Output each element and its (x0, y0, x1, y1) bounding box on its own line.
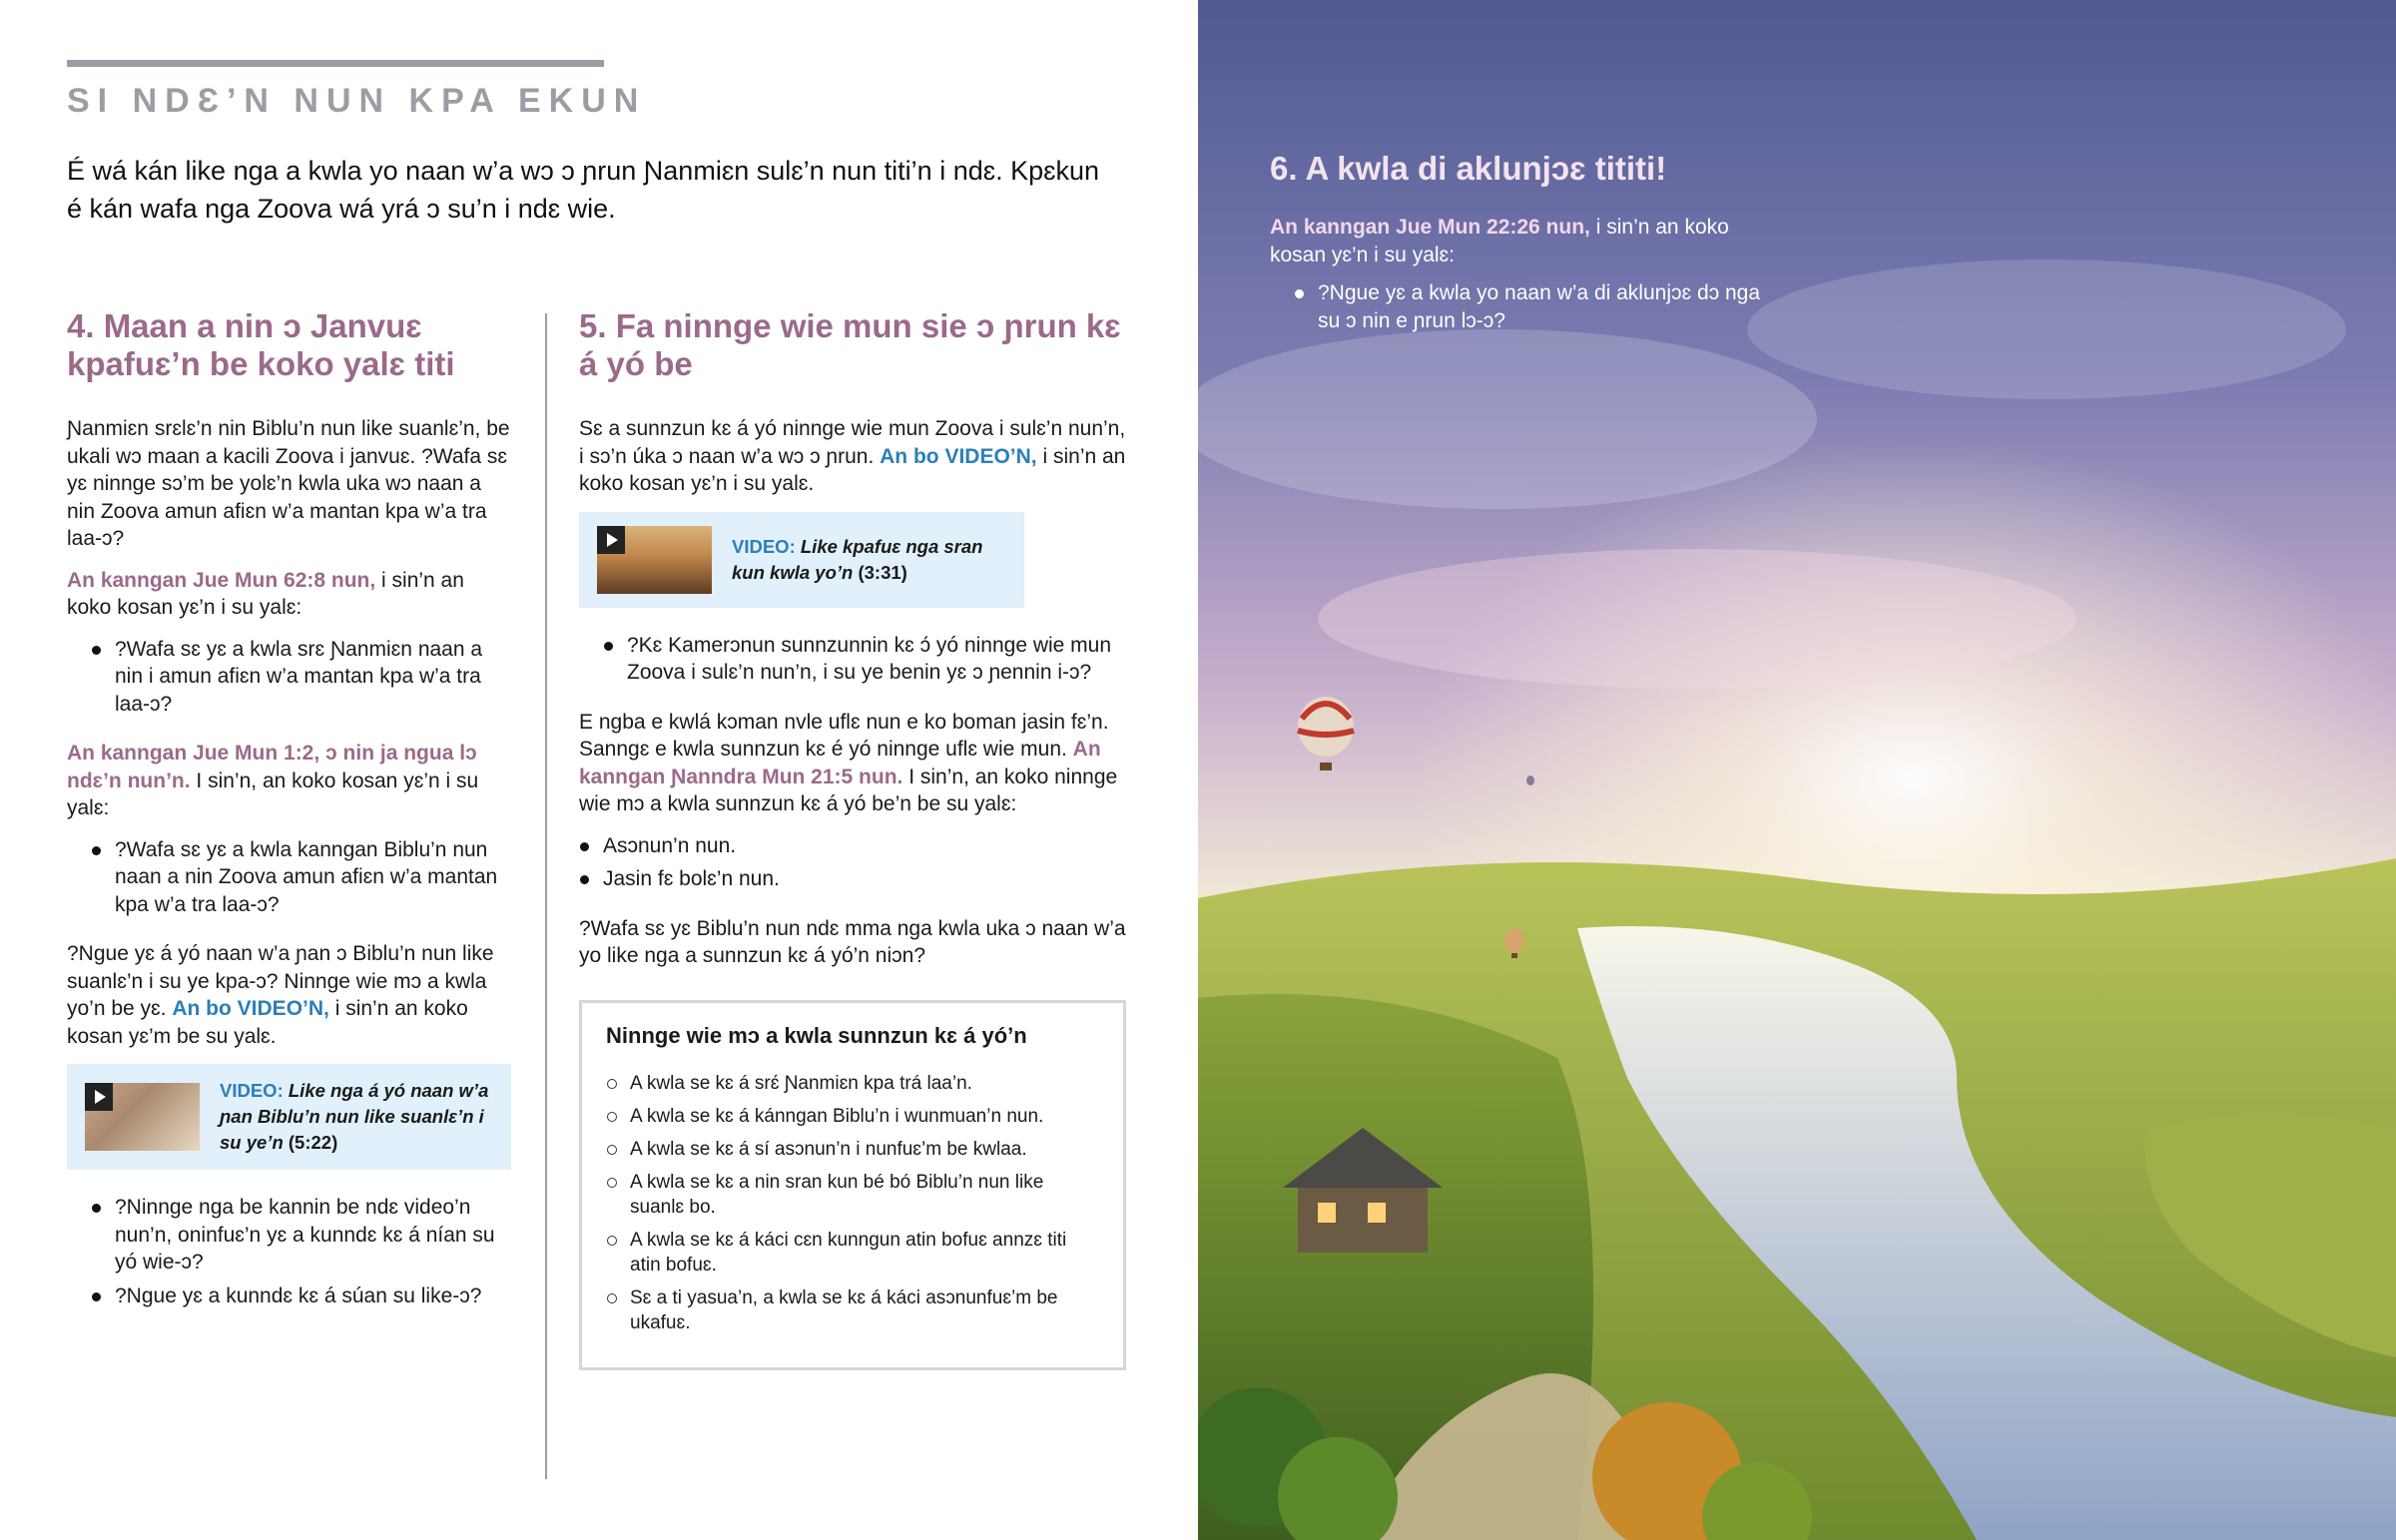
paragraph-text: I sin’n, an koko ninnge wie mɔ a kwla sunnzun kɛ á yó be’n be su yalɛ: (579, 765, 1118, 815)
play-icon[interactable] (597, 526, 625, 554)
video-caption (220, 1078, 493, 1156)
goals-title: Ninnge wie mɔ a kwla sunnzun kɛ á yó’n (606, 1022, 1027, 1048)
question-item: ?Ninnge nga be kannin be ndɛ video’n nun’n, oninfuɛ’n yɛ a kunndɛ kɛ á nían su yó wie-ɔ? (115, 1194, 511, 1277)
play-icon[interactable] (85, 1083, 113, 1111)
paragraph-text: i sin’n an koko kosan yɛ’m be su yalɛ. (67, 997, 468, 1048)
video-card[interactable] (579, 512, 1024, 608)
section-5-paragraph-3: ?Wafa sɛ yɛ Biblu’n nun ndɛ mma nga kwla uka ɔ naan w’a yo like nga a sunnzun kɛ á yó’n niɔn? (579, 916, 1126, 967)
section-5-title: 5. Fa ninnge wie mun sie ɔ ɲrun kɛ á yó be (579, 307, 1121, 382)
bullet-item: Jasin fɛ bolɛ’n nun. (603, 865, 1126, 893)
video-link[interactable]: An bo VIDEO’N, (880, 444, 1037, 468)
paragraph-text: E ngba e kwlá kɔman nvle uflɛ nun e ko boman jasin fɛ’n. Sanngɛ e kwla sunnzun kɛ é yó ninnge uflɛ wie mun. (579, 710, 1109, 761)
goals-box (579, 1000, 1126, 1370)
paragraph-text: i sin’n an koko kosan yɛ’n i su yalɛ: (1270, 216, 1729, 266)
video-link[interactable]: An bo VIDEO’N, (172, 997, 329, 1020)
goal-item: A kwla se kɛ á sí asɔnun’n i nunfuɛ’m be kwlaa. (630, 1137, 1099, 1162)
goal-item: A kwla se kɛ á káci cɛn kunngun atin bofuɛ annzɛ titi atin bofuɛ. (630, 1228, 1099, 1278)
question-list (67, 836, 511, 919)
scripture-ref-psalm-22-26[interactable]: An kanngan Jue Mun 22:26 nun, (1270, 216, 1590, 239)
section-4-paragraph-2 (67, 567, 511, 622)
goal-item: A kwla se kɛ a nin sran kun bé bó Biblu’n nun like suanlɛ bo. (630, 1170, 1099, 1220)
section-4-title: 4. Maan a nin ɔ Janvuɛ kpafuɛ’n be koko yalɛ titi (67, 307, 455, 382)
bullet-item: Asɔnun’n nun. (603, 832, 1126, 860)
question-list (579, 632, 1126, 687)
paragraph-text: ?Ngue yɛ á yó naan w’a ɲan ɔ Biblu’n nun like suanlɛ’n i su ye kpa-ɔ? Ninnge wie mɔ a kwla yo’n be yɛ. (67, 942, 494, 1020)
intro-text: É wá kán like nga a kwla yo naan w’a wɔ ɔ ɲrun Ɲanmiɛn sulɛ’n nun titi’n i ndɛ. Kpɛkun é kán wafa nga Zoova wá yrá ɔ su’n i ndɛ wie. (67, 156, 1100, 224)
section-6 (1270, 150, 1769, 356)
video-thumbnail[interactable] (85, 1083, 200, 1151)
question-item: ?Ngue yɛ a kwla yo naan w’a di aklunjɔɛ dɔ nga su ɔ nin e ɲrun lɔ-ɔ? (1318, 279, 1769, 334)
scripture-ref-psalm-1-2[interactable]: An kanngan Jue Mun 1:2, ɔ nin ja ngua lɔ ndɛ’n nun’n. (67, 742, 477, 792)
section-label: SI NDƐ’N NUN KPA EKUN (67, 82, 647, 120)
goal-item: A kwla se kɛ á srɛ́ Ɲanmiɛn kpa trá laa’n. (630, 1071, 1099, 1096)
question-item: ?Wafa sɛ yɛ a kwla kanngan Biblu’n nun naan a nin Zoova amun afiɛn w’a mantan kpa w’a tra laa-ɔ? (115, 836, 511, 919)
scripture-ref-psalm-62-8[interactable]: An kanngan Jue Mun 62:8 nun, (67, 568, 376, 592)
video-caption (732, 534, 1006, 586)
section-4-paragraph-1: Ɲanmiɛn srɛlɛ’n nin Biblu’n nun like suanlɛ’n, be ukali wɔ maan a kacili Zoova i janvuɛ. ?Wafa sɛ yɛ ninnge sɔ’m be yolɛ’n kwla uka wɔ naan a nin Zoova amun afiɛn w’a mantan kpa w’a tra laa-ɔ? (67, 417, 510, 550)
paragraph-text: I sin’n, an koko kosan yɛ’n i su yalɛ: (67, 769, 479, 819)
paragraph-text: i sin’n an koko kosan yɛ’n i su yalɛ: (67, 568, 464, 619)
bullet-list (579, 832, 1126, 893)
section-4-paragraph-3 (67, 740, 511, 822)
hot-air-balloon-icon (1526, 775, 1534, 785)
question-list (67, 636, 511, 719)
section-4-paragraph-4 (67, 940, 511, 1050)
question-list (1270, 279, 1769, 334)
video-card[interactable] (67, 1064, 511, 1170)
goal-item: A kwla se kɛ á kánngan Biblu’n i wunmuan’n nun. (630, 1104, 1099, 1129)
question-item: ?Ngue yɛ a kunndɛ kɛ á súan su like-ɔ? (115, 1283, 511, 1310)
video-duration: (3:31) (858, 561, 907, 583)
question-item: ?Kɛ Kamerɔnun sunnzunnin kɛ ɔ́ yó ninnge wie mun Zoova i sulɛ’n nun’n, i su ye benin yɛ ɔ ɲennin i-ɔ? (627, 632, 1126, 687)
video-thumbnail[interactable] (597, 526, 712, 594)
paragraph-text: i sin’n an koko kosan yɛ’n i su yalɛ. (579, 444, 1126, 495)
section-5-paragraph-2 (579, 709, 1126, 818)
video-title: Like nga á yó naan w’a ɲan Biblu’n nun like suanlɛ’n i su ye’n (220, 1080, 489, 1153)
video-label: VIDEO: (220, 1080, 284, 1101)
video-title: Like kpafuɛ nga sran kun kwla yo’n (732, 535, 983, 583)
goal-item: Sɛ a ti yasua’n, a kwla se kɛ á káci asɔnunfuɛ’m be ukafuɛ. (630, 1285, 1099, 1335)
scripture-ref-proverbs-21-5[interactable]: An kanngan Ɲanndra Mun 21:5 nun. (579, 738, 1101, 788)
section-5 (579, 307, 1126, 1370)
section-4 (67, 307, 511, 1331)
video-duration: (5:22) (288, 1132, 338, 1153)
column-divider (545, 313, 547, 1479)
question-item: ?Wafa sɛ yɛ a kwla srɛ Ɲanmiɛn naan a nin i amun afiɛn w’a mantan kpa w’a tra laa-ɔ? (115, 636, 511, 719)
section-6-paragraph-1 (1270, 214, 1769, 269)
goals-list (606, 1071, 1099, 1335)
section-rule (67, 60, 604, 67)
paradise-illustration (1198, 0, 2396, 1540)
video-label: VIDEO: (732, 535, 796, 557)
paragraph-text: Sɛ a sunnzun kɛ á yó ninnge wie mun Zoova i sulɛ’n nun’n, i sɔ’n úka ɔ naan w’a wɔ ɔ ɲrun. (579, 417, 1126, 468)
section-5-paragraph-1 (579, 415, 1126, 498)
question-list (67, 1194, 511, 1309)
section-6-title: 6. A kwla di aklunjɔɛ tititi! (1270, 150, 1667, 187)
